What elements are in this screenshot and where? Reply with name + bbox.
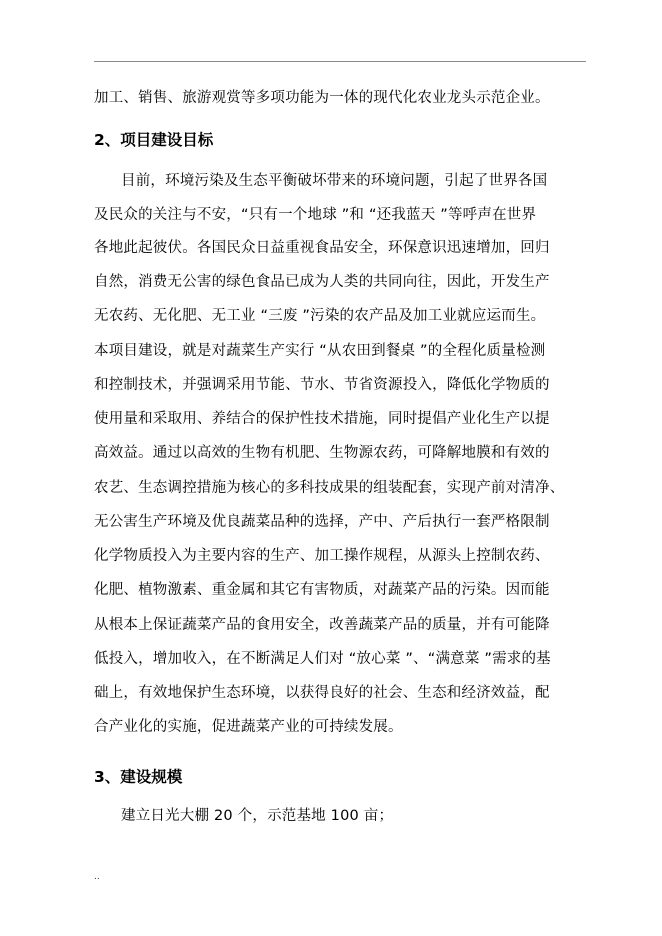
- paragraph-line: 无公害生产环境及优良蔬菜品种的选择，产中、产后执行一套严格限制: [94, 514, 550, 530]
- paragraph-line: 自然，消费无公害的绿色食品已成为人类的共同向往，因此，开发生产: [94, 274, 550, 290]
- paragraph-line: 各地此起彼伏。各国民众日益重视食品安全，环保意识迅速增加，回归: [94, 240, 550, 256]
- section-heading: 3、建设规模: [94, 768, 183, 786]
- paragraph-line: 低投入，增加收入，在不断满足人们对 “放心菜 ”、“满意菜 ”需求的基: [94, 651, 551, 667]
- paragraph-line: 农艺、生态调控措施为核心的多科技成果的组装配套，实现产前对清净、: [94, 480, 565, 496]
- paragraph-line: 建立日光大棚 20 个，示范基地 100 亩；: [121, 808, 394, 824]
- paragraph-line: 从根本上保证蔬菜产品的食用安全，改善蔬菜产品的质量，并有可能降: [94, 617, 550, 633]
- paragraph-line: 高效益。通过以高效的生物有机肥、生物源农药，可降解地膜和有效的: [94, 445, 550, 461]
- paragraph-line: 本项目建设，就是对蔬菜生产实行 “从农田到餐桌 ”的全程化质量检测: [94, 343, 546, 359]
- paragraph-line: 化学物质投入为主要内容的生产、加工操作规程，从源头上控制农药、: [94, 548, 550, 564]
- paragraph-line: 和控制技术，并强调采用节能、节水、节省资源投入，降低化学物质的: [94, 377, 550, 393]
- paragraph-line: 合产业化的实施，促进蔬菜产业的可持续发展。: [94, 719, 403, 735]
- paragraph-line: 加工、销售、旅游观赏等多项功能为一体的现代化农业龙头示范企业。: [94, 90, 550, 106]
- paragraph-line: 及民众的关注与不安，“只有一个地球 ”和 “还我蓝天 ”等呼声在世界: [94, 207, 537, 223]
- paragraph-line: 础上，有效地保护生态环境，以获得良好的社会、生态和经济效益，配: [94, 685, 550, 701]
- section-heading: 2、项目建设目标: [94, 131, 214, 149]
- paragraph-line: 目前，环境污染及生态平衡破坏带来的环境问题，引起了世界各国: [121, 173, 548, 189]
- paragraph-line: 使用量和采取用、养结合的保护性技术措施，同时提倡产业化生产以提: [94, 411, 550, 427]
- header-rule: [94, 61, 586, 62]
- paragraph-line: 无农药、无化肥、无工业 “三废 ”污染的农产品及加工业就应运而生。: [94, 308, 546, 324]
- footer-mark: ..: [94, 872, 100, 882]
- paragraph-line: 化肥、植物激素、重金属和其它有害物质，对蔬菜产品的污染。因而能: [94, 582, 550, 598]
